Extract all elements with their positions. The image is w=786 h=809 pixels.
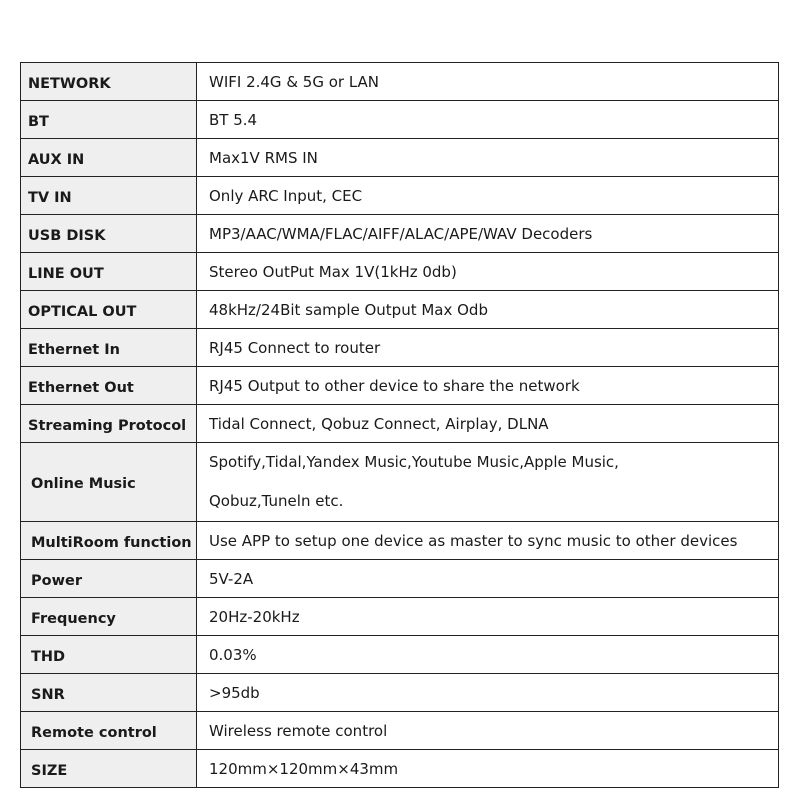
spec-label: Remote control bbox=[21, 712, 197, 750]
spec-label: Power bbox=[21, 560, 197, 598]
table-row bbox=[21, 560, 779, 598]
spec-label: Ethernet In bbox=[21, 329, 197, 367]
table-row bbox=[21, 291, 779, 329]
spec-label: LINE OUT bbox=[21, 253, 197, 291]
spec-label: BT bbox=[21, 101, 197, 139]
spec-label: OPTICAL OUT bbox=[21, 291, 197, 329]
spec-label: USB DISK bbox=[21, 215, 197, 253]
table-row bbox=[21, 712, 779, 750]
spec-value: 48kHz/24Bit sample Output Max Odb bbox=[197, 291, 779, 329]
table-row bbox=[21, 177, 779, 215]
spec-label: SIZE bbox=[21, 750, 197, 788]
table-row bbox=[21, 750, 779, 788]
spec-label: MultiRoom function bbox=[21, 522, 197, 560]
spec-value bbox=[197, 443, 779, 522]
table-row bbox=[21, 139, 779, 177]
spec-value-line: Qobuz,Tuneln etc. bbox=[209, 492, 344, 510]
table-row bbox=[21, 674, 779, 712]
spec-value: >95db bbox=[197, 674, 779, 712]
spec-value: 120mm×120mm×43mm bbox=[197, 750, 779, 788]
spec-value: Use APP to setup one device as master to sync music to other devices bbox=[197, 522, 779, 560]
spec-value: Only ARC Input, CEC bbox=[197, 177, 779, 215]
spec-value: Wireless remote control bbox=[197, 712, 779, 750]
spec-value: MP3/AAC/WMA/FLAC/AIFF/ALAC/APE/WAV Decoders bbox=[197, 215, 779, 253]
spec-value: Max1V RMS IN bbox=[197, 139, 779, 177]
spec-value: 20Hz-20kHz bbox=[197, 598, 779, 636]
table-row bbox=[21, 253, 779, 291]
spec-value: BT 5.4 bbox=[197, 101, 779, 139]
spec-label: Online Music bbox=[21, 443, 197, 522]
spec-value: RJ45 Output to other device to share the network bbox=[197, 367, 779, 405]
spec-value: WIFI 2.4G & 5G or LAN bbox=[197, 63, 779, 101]
table-row bbox=[21, 443, 779, 522]
table-row bbox=[21, 63, 779, 101]
table-row bbox=[21, 636, 779, 674]
spec-label: Ethernet Out bbox=[21, 367, 197, 405]
spec-label: NETWORK bbox=[21, 63, 197, 101]
spec-table bbox=[20, 62, 779, 788]
spec-value: Stereo OutPut Max 1V(1kHz 0db) bbox=[197, 253, 779, 291]
table-row bbox=[21, 101, 779, 139]
spec-label: SNR bbox=[21, 674, 197, 712]
table-row bbox=[21, 405, 779, 443]
table-row bbox=[21, 367, 779, 405]
spec-value: Tidal Connect, Qobuz Connect, Airplay, DLNA bbox=[197, 405, 779, 443]
spec-value: 0.03% bbox=[197, 636, 779, 674]
spec-label: TV IN bbox=[21, 177, 197, 215]
spec-value: RJ45 Connect to router bbox=[197, 329, 779, 367]
spec-label: Streaming Protocol bbox=[21, 405, 197, 443]
spec-value: 5V-2A bbox=[197, 560, 779, 598]
spec-label: Frequency bbox=[21, 598, 197, 636]
spec-label: AUX IN bbox=[21, 139, 197, 177]
table-row bbox=[21, 598, 779, 636]
table-row bbox=[21, 215, 779, 253]
spec-value-line: Spotify,Tidal,Yandex Music,Youtube Music,Apple Music, bbox=[209, 453, 619, 471]
table-row bbox=[21, 522, 779, 560]
spec-label: THD bbox=[21, 636, 197, 674]
table-row bbox=[21, 329, 779, 367]
